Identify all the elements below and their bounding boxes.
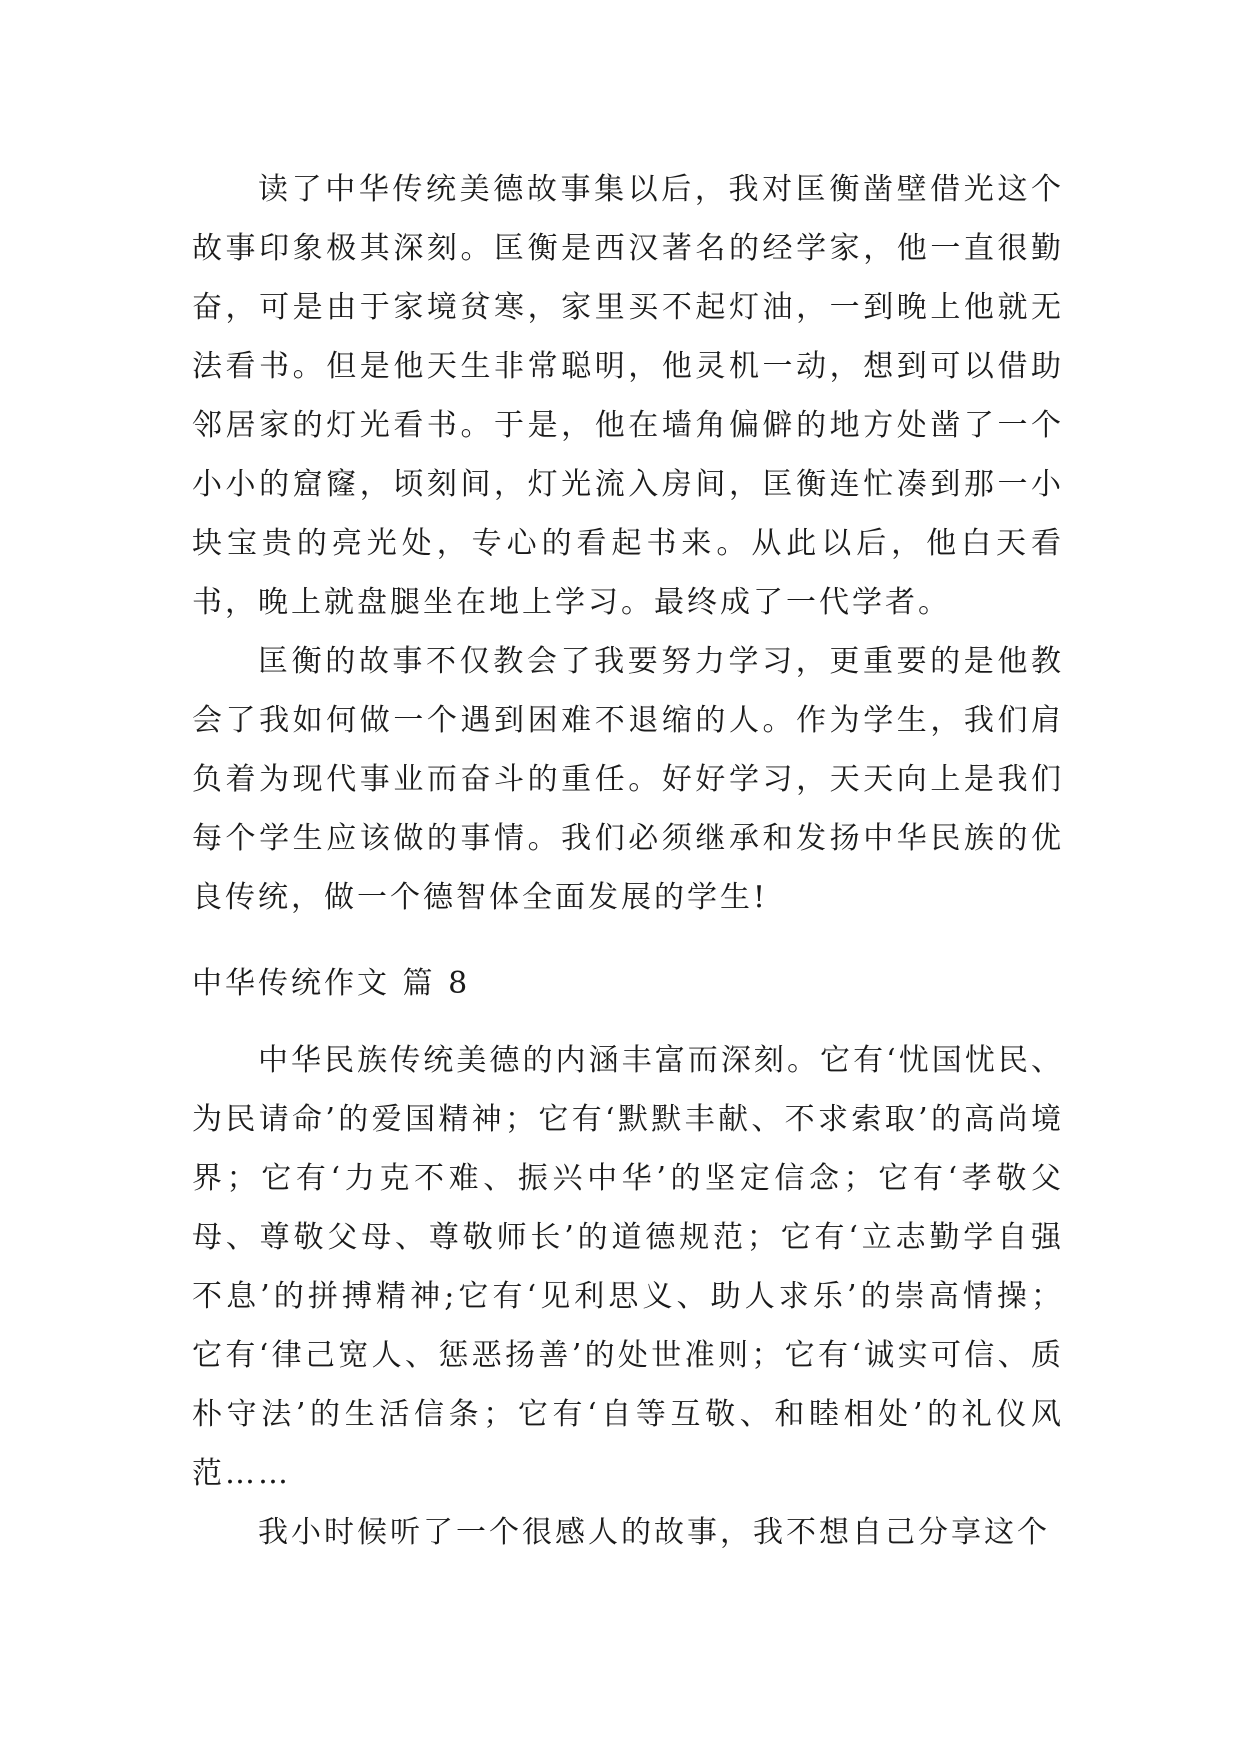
paragraph-childhood-story: 我小时候听了一个很感人的故事，我不想自己分享这个: [258, 1515, 1050, 1550]
paragraph-traditional-virtues: 中华民族传统美德的内涵丰富而深刻。它有‘忧国忧民、为民请命’的爱国精神；它有‘默默丰献、不求索取’的高尚境界；它有‘力克不难、振兴中华’的坚定信念；它有‘孝敬父母、尊敬父母、尊敬师长’的道德规范；它有‘立志勤学自强不息’的拼搏精神;它有‘见利思义、助人求乐’的崇高情操；它有‘律己宽人、惩恶扬善’的处世准则；它有‘诚实可信、质朴守法’的生活信条；它有‘自等互敬、和睦相处’的礼仪风范……: [192, 1043, 1064, 1491]
text-block-bottom: [192, 1031, 1064, 1562]
paragraph-kuang-heng-lesson: 匡衡的故事不仅教会了我要努力学习，更重要的是他教会了我如何做一个遇到困难不退缩的人。作为学生，我们肩负着为现代事业而奋斗的重任。好好学习，天天向上是我们每个学生应该做的事情。我们必须继承和发扬中华民族的优良传统，做一个德智体全面发展的学生!: [192, 644, 1064, 915]
text-block-top: [192, 160, 1064, 927]
paragraph-kuang-heng-story: 读了中华传统美德故事集以后，我对匡衡凿壁借光这个故事印象极其深刻。匡衡是西汉著名的经学家，他一直很勤奋，可是由于家境贫寒，家里买不起灯油，一到晚上他就无法看书。但是他天生非常聪明，他灵机一动，想到可以借助邻居家的灯光看书。于是，他在墙角偏僻的地方处凿了一个小小的窟窿，顷刻间，灯光流入房间，匡衡连忙凑到那一小块宝贵的亮光处，专心的看起书来。从此以后，他白天看书，晚上就盘腿坐在地上学习。最终成了一代学者。: [192, 172, 1064, 620]
section-title: 中华传统作文 篇 8: [192, 966, 471, 1001]
